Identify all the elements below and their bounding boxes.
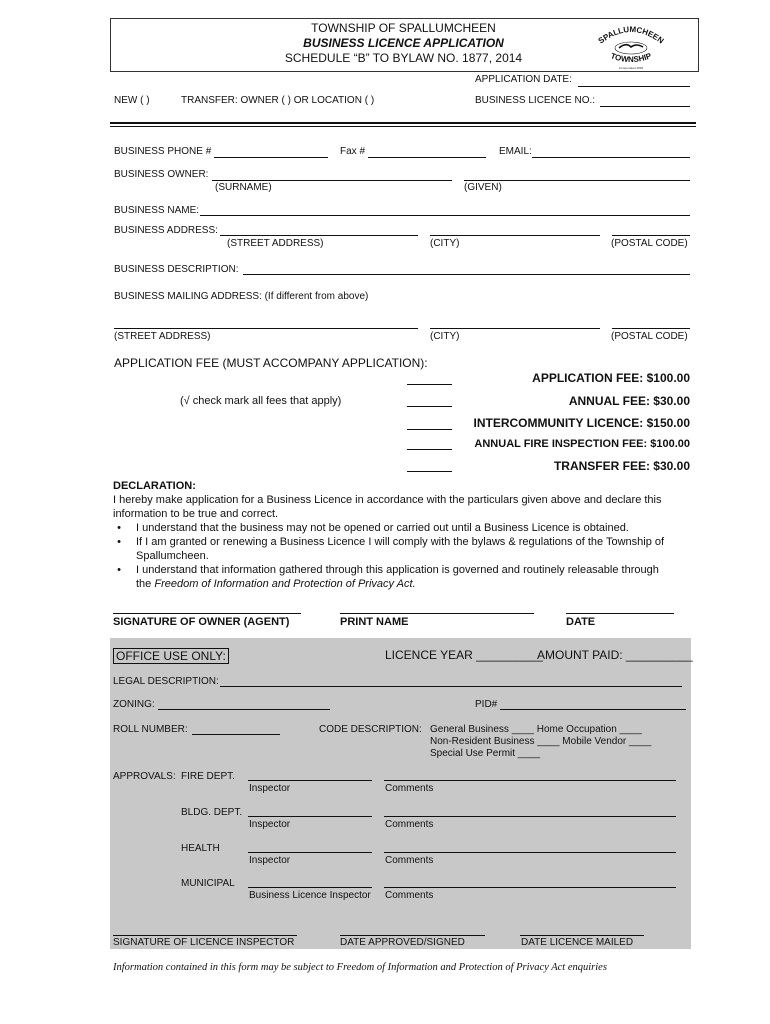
office-use-heading: OFFICE USE ONLY: (113, 648, 229, 664)
street-caption: (STREET ADDRESS) (227, 238, 324, 249)
pid-label: PID# (475, 699, 498, 710)
municipal-inspector-field[interactable] (248, 887, 372, 888)
street-field[interactable] (220, 235, 418, 236)
bldg-inspector-field[interactable] (248, 816, 372, 817)
schedule-line: SCHEDULE “B” TO BYLAW NO. 1877, 2014 (284, 51, 523, 65)
inspector-signature-label: SIGNATURE OF LICENCE INSPECTOR (113, 937, 295, 948)
legal-description-label: LEGAL DESCRIPTION: (113, 676, 219, 687)
phone-label: BUSINESS PHONE # (114, 146, 212, 157)
date-approved-label: DATE APPROVED/SIGNED (340, 937, 465, 948)
fire-comments-field[interactable] (384, 780, 676, 781)
fax-label: Fax # (340, 146, 366, 157)
given-caption: (GIVEN) (464, 182, 502, 193)
transfer-option[interactable]: TRANSFER: OWNER ( ) OR LOCATION ( ) (181, 95, 375, 106)
code-description-label: CODE DESCRIPTION: (319, 724, 422, 735)
legal-description-field[interactable] (220, 686, 682, 687)
mailing-postal-caption: (POSTAL CODE) (611, 331, 688, 342)
print-name-label: PRINT NAME (340, 616, 409, 628)
city-caption: (CITY) (430, 238, 460, 249)
municipal-label: MUNICIPAL (181, 878, 235, 889)
health-inspector-field[interactable] (248, 852, 372, 853)
pid-field[interactable] (500, 709, 686, 710)
bullet-1-marker: • (117, 522, 121, 534)
divider-top (110, 122, 696, 124)
annual-fee-label: ANNUAL FEE: $30.00 (568, 394, 690, 408)
declaration-line-1: I hereby make application for a Business Licence in accordance with the particulars given above and declare this (113, 494, 662, 506)
code-options-2[interactable]: Non-Resident Business ____ Mobile Vendor ____ (430, 736, 652, 747)
privacy-act-title: Freedom of Information and Protection of Privacy Act. (154, 578, 416, 590)
health-comments-field[interactable] (384, 852, 676, 853)
fire-fee-check[interactable] (407, 449, 452, 450)
mailing-city-field[interactable] (430, 328, 600, 329)
fire-inspector-caption: Inspector (249, 783, 291, 794)
date-mailed-label: DATE LICENCE MAILED (521, 937, 634, 948)
date-approved-field[interactable] (340, 935, 485, 936)
municipal-comments-caption: Comments (385, 890, 434, 901)
check-note: (√ check mark all fees that apply) (180, 395, 342, 407)
mailing-postal-field[interactable] (612, 328, 690, 329)
fee-heading: APPLICATION FEE (MUST ACCOMPANY APPLICATION): (114, 356, 428, 370)
bullet-3-marker: • (117, 564, 121, 576)
fire-fee-label: ANNUAL FIRE INSPECTION FEE: $100.00 (474, 438, 690, 450)
new-option[interactable]: NEW ( ) (114, 95, 150, 106)
health-label: HEALTH (181, 843, 220, 854)
privacy-footer: Information contained in this form may be subject to Freedom of Information and Protection of Privacy Act enquiries (113, 962, 607, 973)
bldg-comments-field[interactable] (384, 816, 676, 817)
svg-text:TOWNSHIP: TOWNSHIP (609, 51, 653, 65)
application-date-field[interactable] (578, 86, 690, 87)
fax-field[interactable] (368, 157, 486, 158)
surname-caption: (SURNAME) (215, 182, 272, 193)
business-description-label: BUSINESS DESCRIPTION: (114, 264, 239, 275)
owner-signature-field[interactable] (113, 613, 301, 614)
phone-field[interactable] (214, 157, 328, 158)
org-name: TOWNSHIP OF SPALLUMCHEEN (311, 21, 496, 35)
licence-year-field[interactable]: LICENCE YEAR __________ (385, 648, 543, 662)
fire-inspector-field[interactable] (248, 780, 372, 781)
bullet-3-text-b (136, 577, 416, 591)
owner-given-field[interactable] (464, 180, 690, 181)
zoning-label: ZONING: (113, 699, 155, 710)
licence-no-label: BUSINESS LICENCE NO.: (475, 95, 596, 106)
mailing-city-caption: (CITY) (430, 331, 460, 342)
intercommunity-fee-check[interactable] (407, 429, 452, 430)
roll-number-field[interactable] (192, 734, 280, 735)
fire-comments-caption: Comments (385, 783, 434, 794)
application-fee-check[interactable] (407, 384, 452, 385)
postal-caption: (POSTAL CODE) (611, 238, 688, 249)
owner-label: BUSINESS OWNER: (114, 169, 209, 180)
business-name-label: BUSINESS NAME: (114, 205, 200, 216)
owner-surname-field[interactable] (212, 180, 452, 181)
declaration-line-2: information to be true and correct. (113, 508, 279, 520)
mailing-street-field[interactable] (114, 328, 418, 329)
business-name-field[interactable] (200, 215, 690, 216)
fire-dept-label: FIRE DEPT. (181, 771, 235, 782)
mailing-address-label: BUSINESS MAILING ADDRESS: (If different from above) (114, 291, 369, 302)
email-field[interactable] (532, 157, 690, 158)
licence-no-field[interactable] (600, 106, 690, 107)
bullet-2-text-b: Spallumcheen. (136, 550, 209, 562)
postal-field[interactable] (612, 235, 690, 236)
business-address-label: BUSINESS ADDRESS: (114, 225, 218, 236)
declaration-heading: DECLARATION: (113, 480, 196, 492)
municipal-comments-field[interactable] (384, 887, 676, 888)
bldg-dept-label: BLDG. DEPT. (181, 807, 243, 818)
health-inspector-caption: Inspector (249, 855, 291, 866)
application-fee-label: APPLICATION FEE: $100.00 (532, 371, 690, 385)
code-options-3[interactable]: Special Use Permit ____ (430, 748, 541, 759)
owner-signature-label: SIGNATURE OF OWNER (AGENT) (113, 616, 290, 628)
city-field[interactable] (430, 235, 600, 236)
bl-inspector-caption: Business Licence Inspector (249, 890, 371, 901)
print-name-field[interactable] (340, 613, 534, 614)
bldg-comments-caption: Comments (385, 819, 434, 830)
transfer-fee-label: TRANSFER FEE: $30.00 (553, 459, 690, 473)
email-label: EMAIL: (499, 146, 532, 157)
svg-text:SPALLUMCHEEN: SPALLUMCHEEN (596, 24, 666, 46)
transfer-fee-check[interactable] (407, 471, 452, 472)
roll-number-label: ROLL NUMBER: (113, 724, 188, 735)
svg-text:Incorporated 1892: Incorporated 1892 (618, 66, 644, 70)
date-mailed-field[interactable] (520, 935, 644, 936)
bullet-2-text-a: If I am granted or renewing a Business Licence I will comply with the bylaws & regulations of the Township of (136, 536, 665, 548)
annual-fee-check[interactable] (407, 406, 452, 407)
date-label: DATE (566, 616, 596, 628)
mailing-street-caption: (STREET ADDRESS) (114, 331, 211, 342)
form-title: BUSINESS LICENCE APPLICATION (303, 36, 504, 50)
application-date-label: APPLICATION DATE: (475, 74, 572, 85)
business-description-field[interactable] (243, 274, 690, 275)
bullet-2-marker: • (117, 536, 121, 548)
township-logo (588, 20, 674, 70)
health-comments-caption: Comments (385, 855, 434, 866)
inspector-signature-field[interactable] (113, 935, 297, 936)
logo-graphic (588, 20, 674, 70)
bullet-1-text: I understand that the business may not be opened or carried out until a Business Licence is obtained. (136, 522, 629, 534)
bullet-3-prefix: the (136, 578, 155, 590)
zoning-field[interactable] (158, 709, 330, 710)
bldg-inspector-caption: Inspector (249, 819, 291, 830)
code-options-1[interactable]: General Business ____ Home Occupation ____ (430, 724, 642, 735)
bullet-3-text-a: I understand that information gathered through this application is governed and routinely releasable through (136, 564, 659, 576)
intercommunity-fee-label: INTERCOMMUNITY LICENCE: $150.00 (473, 416, 690, 430)
approvals-label: APPROVALS: (113, 771, 176, 782)
date-field[interactable] (566, 613, 674, 614)
amount-paid-field[interactable]: AMOUNT PAID: __________ (537, 648, 693, 662)
divider-top-2 (110, 126, 696, 127)
